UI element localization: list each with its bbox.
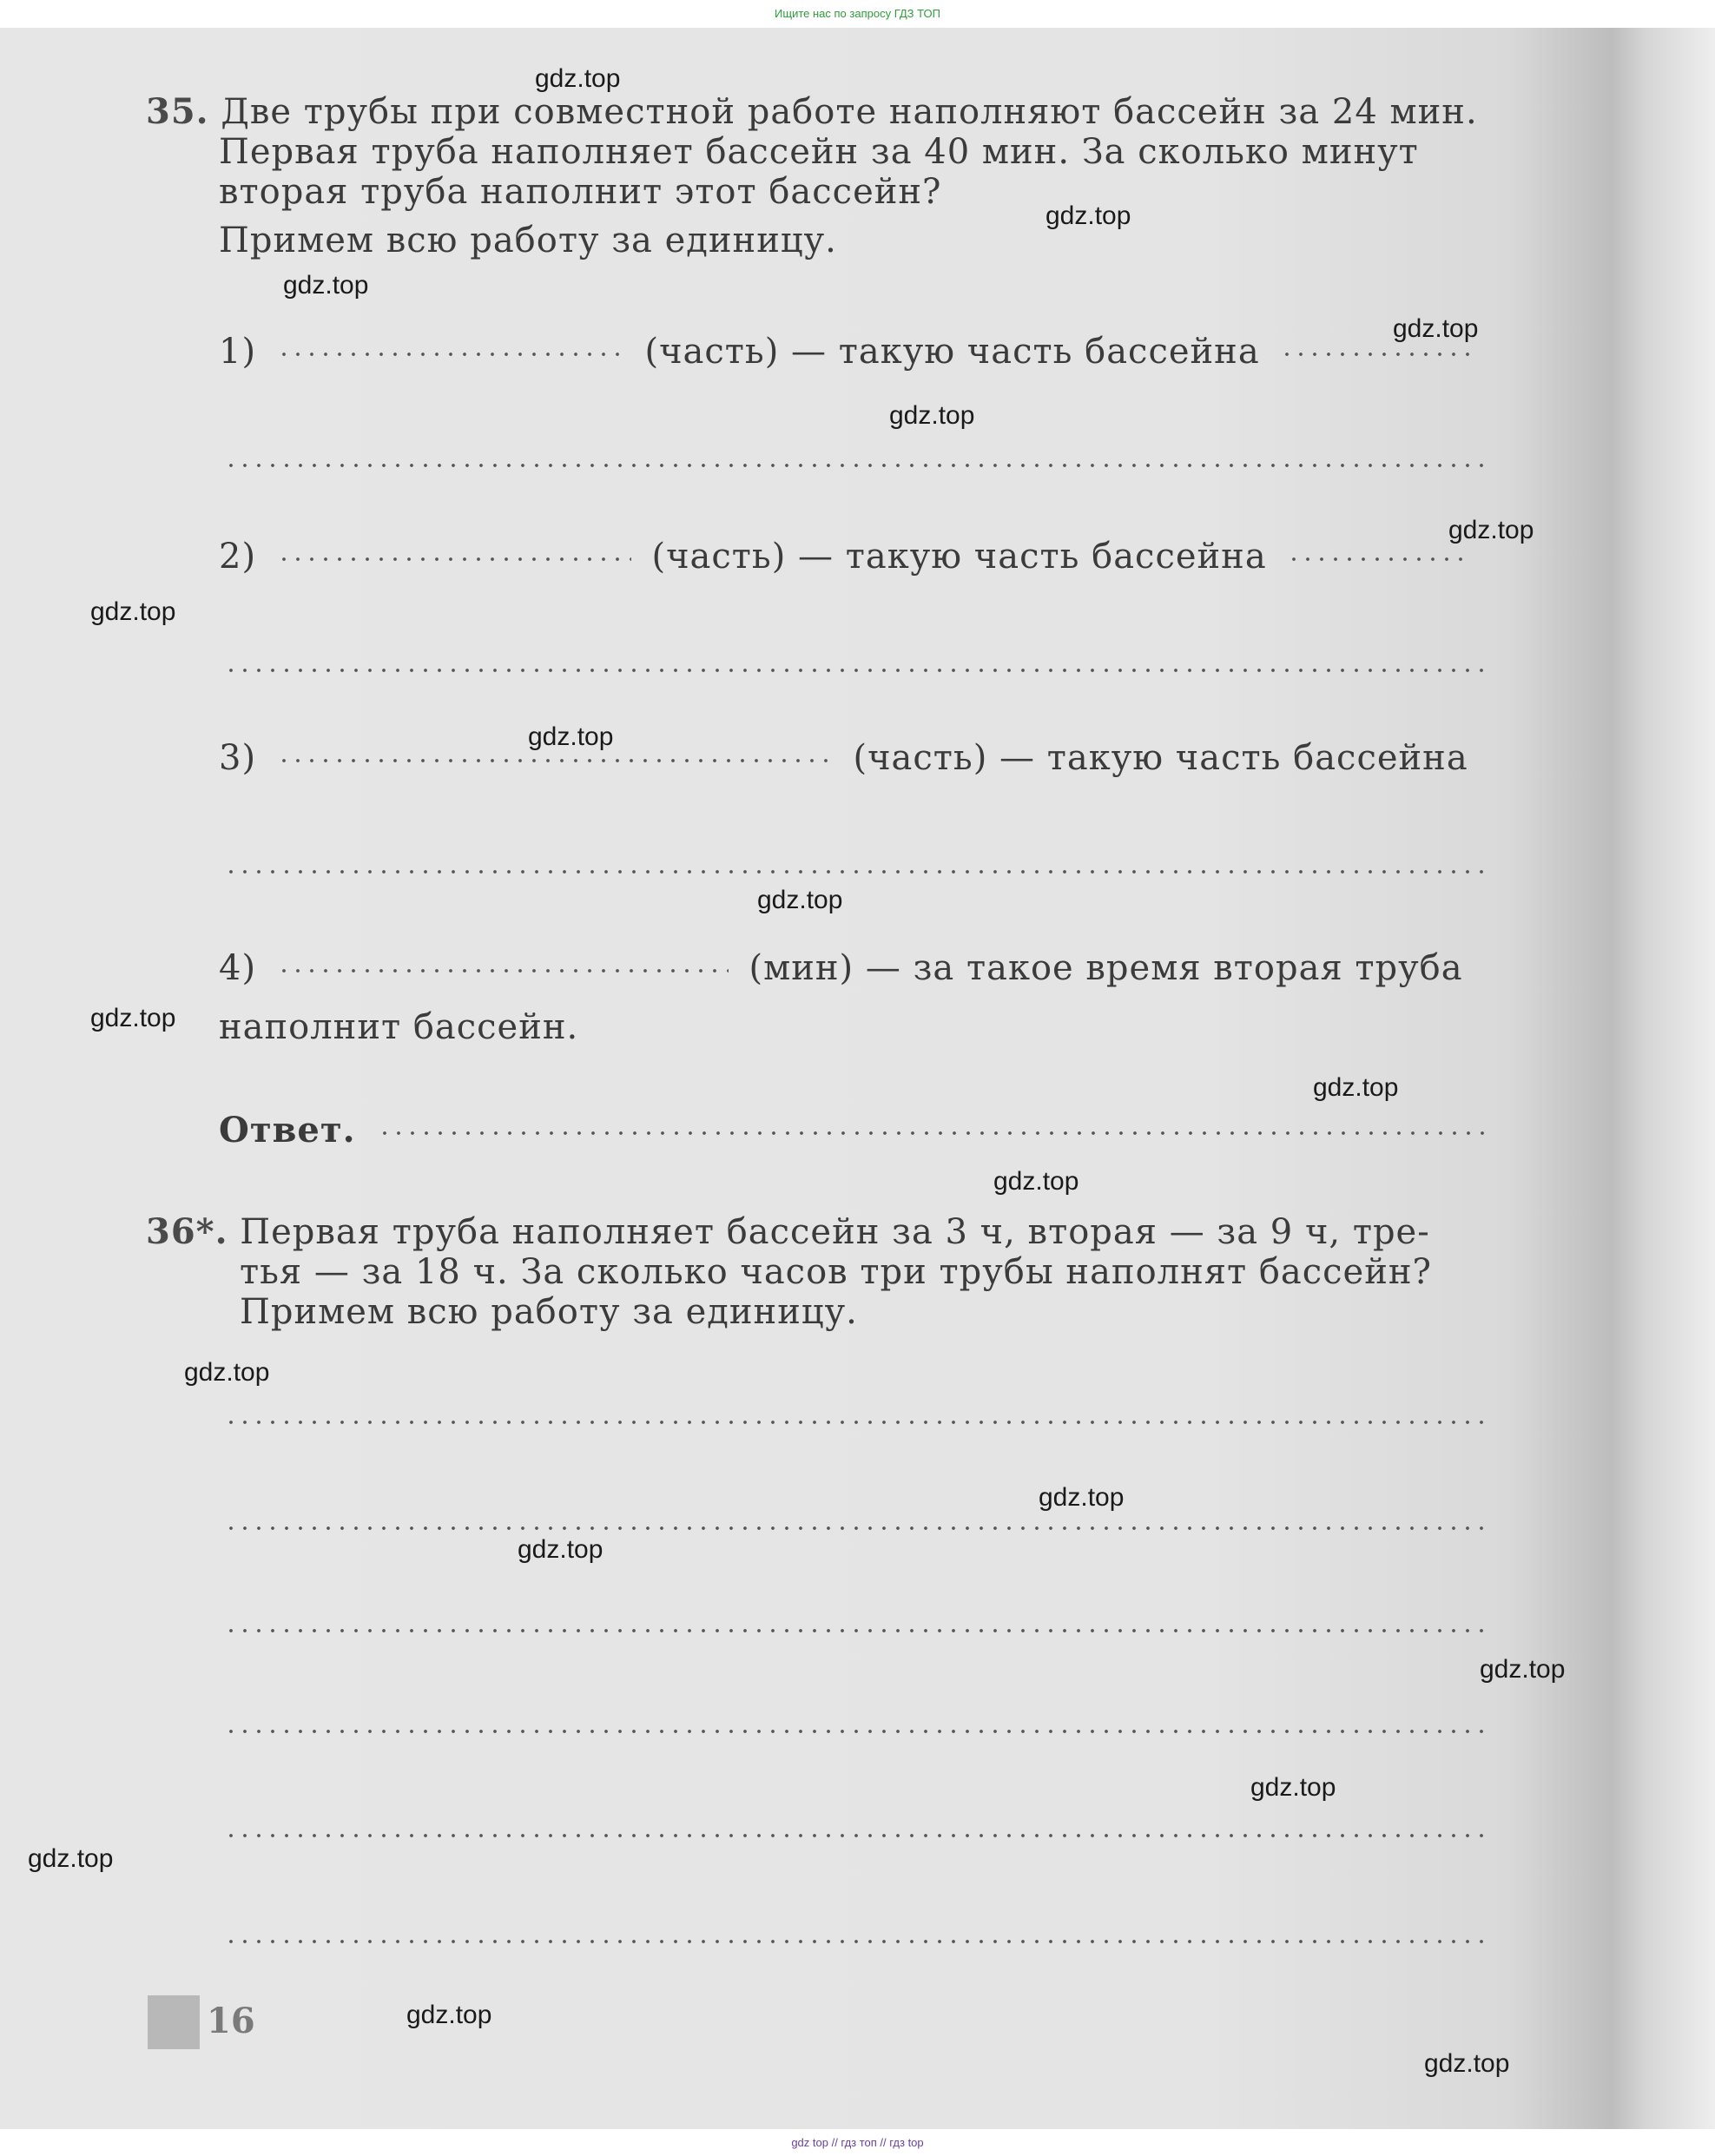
step-2 [219,537,1469,577]
problem-35-line-1: Две трубы при совместной работе наполняют бассейн за 24 мин. [221,92,1478,132]
page-number: 16 [207,2001,255,2041]
step-1-unit: (часть) [644,332,780,372]
watermark: gdz.top [1313,1073,1399,1102]
step-2-text: — такую часть бассейна [798,537,1267,577]
problem-35-line-3: вторая труба наполнит этот бассейн? [219,172,942,212]
step-1-text: — такую часть бассейна [791,332,1260,372]
step-3-answer-line [224,870,1485,874]
problem-36-answer-line [224,1629,1485,1632]
step-3-blank [277,759,833,762]
step-3 [219,738,1468,778]
step-1-tail-blank [1280,353,1471,356]
watermark: gdz.top [90,1004,176,1032]
answer-label: Ответ. [219,1110,356,1151]
answer-row [219,1110,1489,1151]
problem-36-answer-line [224,1421,1485,1424]
step-3-unit: (часть) [853,738,988,778]
problem-36-answer-line [224,1940,1485,1943]
step-1-number: 1) [219,332,257,372]
problem-36-line-1: Первая труба наполняет бассейн за 3 ч, вторая — за 9 ч, тре- [240,1212,1430,1252]
watermark: gdz.top [184,1358,270,1387]
problem-35-intro: Примем всю работу за единицу. [219,221,837,260]
top-banner: Ищите нас по запросу ГДЗ ТОП [775,7,940,20]
step-1 [219,332,1471,372]
problem-36-number: 36*. [146,1211,228,1252]
step-2-unit: (часть) [651,537,787,577]
watermark: gdz.top [90,597,176,626]
watermark: gdz.top [283,271,369,300]
watermark: gdz.top [528,722,614,751]
watermark: gdz.top [1424,2049,1510,2078]
watermark: gdz.top [757,886,843,914]
watermark: gdz.top [1039,1483,1125,1512]
step-2-answer-line [224,669,1485,672]
step-2-blank [277,557,631,561]
problem-36-answer-line [224,1834,1485,1837]
problem-36-answer-line [224,1730,1485,1733]
step-3-text: — такую часть бассейна [999,738,1468,778]
watermark: gdz.top [1045,201,1131,230]
step-1-answer-line [224,464,1485,467]
step-2-number: 2) [219,537,257,577]
step-3-number: 3) [219,738,257,778]
answer-blank [378,1131,1489,1135]
watermark: gdz.top [535,64,621,93]
watermark: gdz.top [28,1844,114,1873]
step-4 [219,948,1463,988]
page-number-box [148,1995,200,2049]
watermark: gdz.top [1448,516,1534,544]
step-1-blank [277,353,624,356]
watermark: gdz.top [889,401,975,430]
workbook-page [0,28,1715,2129]
watermark: gdz.top [1250,1773,1336,1802]
problem-36-answer-line [224,1526,1485,1530]
watermark: gdz.top [406,2001,492,2029]
problem-35-statement [146,92,1501,212]
step-4-continuation: наполнит бассейн. [219,1007,579,1047]
watermark: gdz.top [993,1167,1079,1196]
step-4-text: — за такое время вторая труба [865,948,1463,988]
problem-35-number: 35. [146,91,209,132]
step-4-blank [277,969,729,973]
watermark: gdz.top [1393,314,1479,343]
problem-35-line-2: Первая труба наполняет бассейн за 40 мин. За сколько минут [219,132,1419,172]
step-2-tail-blank [1287,557,1469,561]
step-4-unit: (мин) [749,948,854,988]
problem-36-line-2: тья — за 18 ч. За сколько часов три трубы наполнят бассейн? [240,1252,1432,1292]
step-4-number: 4) [219,948,257,988]
watermark: gdz.top [1480,1655,1566,1684]
watermark: gdz.top [518,1535,604,1564]
problem-36-statement [146,1212,1501,1292]
bottom-banner: gdz top // гдз топ // гдз top [791,2136,924,2149]
problem-36-intro: Примем всю работу за единицу. [240,1292,858,1332]
